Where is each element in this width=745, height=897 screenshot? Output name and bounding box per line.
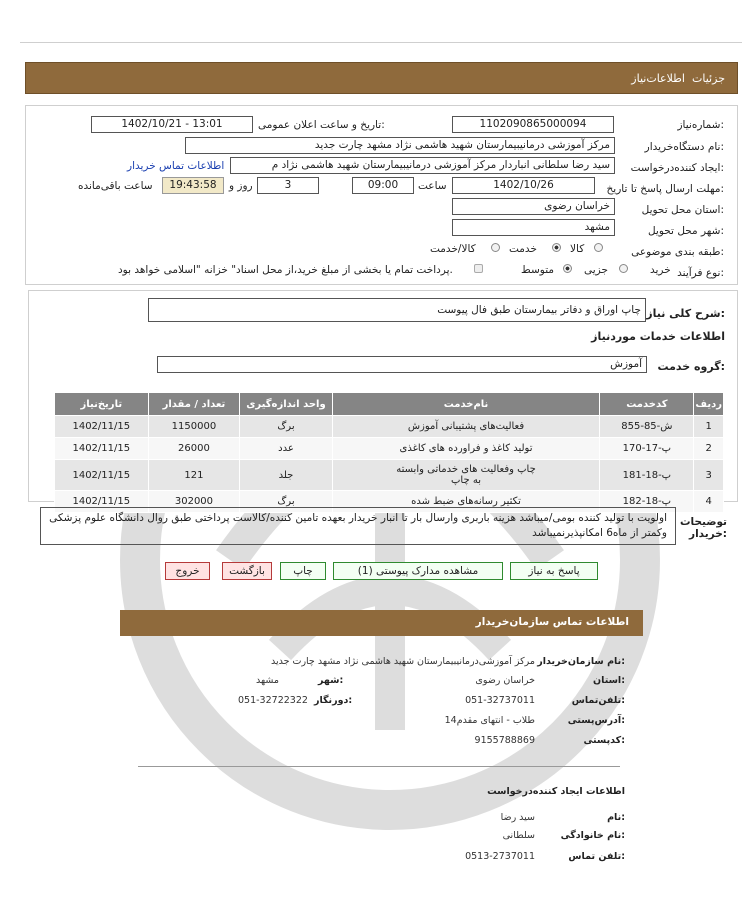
deadline-date-field: 1402/10/26 — [452, 177, 595, 194]
process-label: نوع فرآیند: — [677, 267, 724, 279]
proc-partial-label: جزیی — [584, 264, 608, 276]
top-divider — [20, 42, 742, 43]
phone-value: 051-32737011 — [465, 695, 535, 706]
notes-label: توضیحات خریدار: — [679, 516, 727, 540]
org-label: نام سازمان‌خریدار: — [537, 656, 625, 667]
need-number-field: 1102090865000094 — [452, 116, 614, 133]
cell-name: تولید کاغذ و فراورده های کاغذی — [332, 438, 600, 460]
days-label: روز و — [229, 180, 253, 192]
name-value: سید رضا — [500, 812, 535, 823]
cell-row: 3 — [694, 460, 724, 491]
attachments-button[interactable]: مشاهده مدارک پیوستی (1) — [333, 562, 503, 580]
cell-code: پ-18-182 — [600, 491, 694, 513]
phone-label: تلفن‌تماس: — [571, 695, 625, 706]
col-code: کدخدمت — [600, 393, 694, 416]
cell-code: پ-18-181 — [600, 460, 694, 491]
treasury-checkbox[interactable] — [474, 264, 483, 273]
proc-medium-label: متوسط — [521, 264, 554, 276]
cell-name: تکثیر رسانه‌های ضبط شده — [332, 491, 600, 513]
cat-goods-service-label: کالا/خدمت — [430, 243, 476, 255]
family-label: نام خانوادگی: — [560, 830, 625, 841]
address-label: آدرس‌پستی: — [567, 715, 625, 726]
cat-goods-label: کالا — [570, 243, 585, 255]
city-c-value: مشهد — [256, 675, 279, 686]
buyer-label: نام دستگاه‌خریدار: — [644, 141, 724, 153]
col-row: ردیف — [694, 393, 724, 416]
cell-date: 1402/11/15 — [55, 491, 149, 513]
time-label: ساعت — [418, 180, 447, 192]
cell-qty: 26000 — [148, 438, 240, 460]
contact-title: اطلاعات تماس سازمان‌خریدار — [475, 616, 629, 628]
cell-code: ش-85-855 — [600, 416, 694, 438]
announce-field: 1402/10/21 - 13:01 — [91, 116, 253, 133]
cell-qty: 302000 — [148, 491, 240, 513]
cell-date: 1402/11/15 — [55, 416, 149, 438]
radio-service[interactable] — [552, 243, 561, 252]
reply-button[interactable]: پاسخ به نیاز — [510, 562, 598, 580]
fax-value: 051-32722322 — [238, 695, 308, 706]
need-number-label: شماره‌نیاز: — [677, 119, 724, 131]
table-row[interactable] — [55, 460, 724, 491]
contact-header — [120, 610, 643, 636]
cell-qty: 121 — [148, 460, 240, 491]
group-label: گروه خدمت: — [657, 360, 725, 373]
cell-row: 4 — [694, 491, 724, 513]
back-button[interactable]: بازگشت — [222, 562, 272, 580]
col-date: تاریخ‌نیاز — [55, 393, 149, 416]
deadline-time-field: 09:00 — [352, 177, 414, 194]
exit-button[interactable]: خروج — [165, 562, 210, 580]
col-unit: واحد اندازه‌گیری — [240, 393, 332, 416]
col-name: نام‌خدمت — [332, 393, 600, 416]
cell-unit: جلد — [240, 460, 332, 491]
radio-partial[interactable] — [619, 264, 628, 273]
radio-goods-service[interactable] — [491, 243, 500, 252]
col-qty: تعداد / مقدار — [148, 393, 240, 416]
postal-label: کد‌پستی: — [583, 735, 625, 746]
province-c-value: خراسان رضوی — [475, 675, 535, 686]
city-c-label: شهر: — [318, 675, 344, 686]
summary-field: چاپ اوراق و دفاتر بیمارستان طبق فال پیوست — [148, 298, 646, 322]
header-info[interactable]: اطلاعات‌نیاز — [631, 72, 685, 85]
province-label: استان محل تحویل: — [641, 204, 724, 216]
province-c-label: استان: — [593, 675, 625, 686]
cell-unit: برگ — [240, 491, 332, 513]
creator-field: سید رضا سلطانی انباردار مرکز آموزشی درمانیبیمارستان شهید هاشمی نژاد م — [230, 157, 615, 174]
days-field: 3 — [257, 177, 319, 194]
cell-qty: 1150000 — [148, 416, 240, 438]
radio-medium[interactable] — [563, 264, 572, 273]
tel-value: 0513-2737011 — [465, 851, 535, 862]
city-label: شهر محل تحویل: — [647, 225, 724, 237]
radio-goods[interactable] — [594, 243, 603, 252]
creator-info-title: اطلاعات ایجاد کننده‌درخواست — [487, 786, 625, 797]
tel-label: تلفن تماس: — [568, 851, 625, 862]
name-label: نام: — [607, 812, 625, 823]
services-title: اطلاعات خدمات موردنیاز — [591, 330, 725, 343]
announce-label: تاریخ و ساعت اعلان عمومی: — [258, 119, 385, 131]
table-row[interactable] — [55, 416, 724, 438]
notes-box: اولویت با تولید کننده بومی/میباشد هزینه باربری وارسال بار تا انبار خریدار بعهده تامین کننده/کالاست پرداختی طبق روال دانشگاه علوم پزشکی وکمتر از ماه6 امکانپذیرنمیباشد — [40, 507, 676, 545]
address-value: طلاب - انتهای مقدم14 — [444, 715, 535, 726]
cell-name: چاپ وفعالیت های خدماتی وابسته به چاپ — [332, 460, 600, 491]
table-header-row — [55, 393, 724, 416]
contact-divider — [138, 766, 620, 767]
org-value: مرکز آموزشی‌درمانیبیمارستان شهید هاشمی نژاد مشهد چارت جدید — [271, 656, 535, 667]
cell-row: 1 — [694, 416, 724, 438]
header-details[interactable]: جزئیات — [692, 72, 725, 85]
cell-row: 2 — [694, 438, 724, 460]
proc-buy-label: خرید — [650, 264, 671, 276]
fax-label: دورنگار: — [314, 695, 353, 706]
category-label: طبقه بندی موضوعی: — [631, 246, 724, 258]
group-field: آموزش — [157, 356, 647, 373]
family-value: سلطانی — [502, 830, 535, 841]
buyer-contact-link[interactable]: اطلاعات تماس خریدار — [127, 160, 225, 172]
table-row[interactable] — [55, 438, 724, 460]
buyer-field: مرکز آموزشی درمانیبیمارستان شهید هاشمی نژاد مشهد چارت جدید — [185, 137, 615, 154]
cell-code: پ-17-170 — [600, 438, 694, 460]
payment-note: پرداخت تمام یا بخشی از مبلغ خرید،از محل اسناد" خزانه "اسلامی خواهد بود. — [118, 264, 453, 276]
remaining-label: ساعت باقی‌مانده — [78, 180, 153, 192]
city-field: مشهد — [452, 219, 615, 236]
cell-date: 1402/11/15 — [55, 460, 149, 491]
deadline-label: مهلت ارسال پاسخ تا تاریخ: — [606, 183, 724, 195]
remaining-time-field: 19:43:58 — [162, 177, 224, 194]
cat-service-label: خدمت — [509, 243, 537, 255]
creator-label: ایجاد کننده‌درخواست: — [630, 162, 724, 174]
postal-value: 9155788869 — [474, 735, 535, 746]
cell-unit: برگ — [240, 416, 332, 438]
cell-unit: عدد — [240, 438, 332, 460]
cell-name: فعالیت‌های پشتیبانی آموزش — [332, 416, 600, 438]
province-field: خراسان رضوی — [452, 198, 615, 215]
summary-label: شرح کلی نیاز: — [646, 307, 725, 320]
services-table — [54, 392, 724, 513]
cell-date: 1402/11/15 — [55, 438, 149, 460]
print-button[interactable]: چاپ — [280, 562, 326, 580]
page-header — [25, 62, 738, 94]
